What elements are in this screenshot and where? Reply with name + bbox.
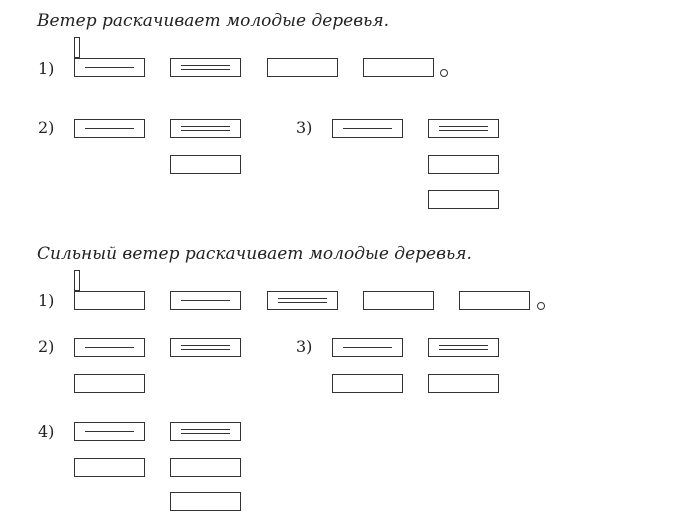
predicate-underline-top: [181, 429, 230, 430]
s2-scheme-1-box-5: [459, 291, 530, 310]
s1-scheme-1-box-subject: [74, 58, 145, 77]
s2-scheme-1-end-dot: [537, 302, 545, 310]
s1-scheme-1-start-marker: [74, 37, 80, 58]
s2-scheme-3-box-predicate: [428, 338, 499, 357]
s1-scheme-3-box-subject: [332, 119, 403, 138]
predicate-underline-bottom: [439, 130, 488, 131]
s1-scheme-3-box-3: [428, 155, 499, 174]
predicate-underline-bottom: [181, 433, 230, 434]
s2-scheme-4-box-predicate: [170, 422, 241, 441]
s1-scheme-3-box-4: [428, 190, 499, 209]
s2-scheme-3-box-3: [332, 374, 403, 393]
s1-scheme-1-box-3: [267, 58, 338, 77]
s1-scheme-3-box-predicate: [428, 119, 499, 138]
s2-scheme-1-box-1: [74, 291, 145, 310]
subject-underline: [343, 347, 392, 348]
s2-scheme-2-box-subject: [74, 338, 145, 357]
s2-scheme-4-label: 4): [38, 422, 55, 441]
s1-scheme-1-end-dot: [440, 69, 448, 77]
predicate-underline-bottom: [181, 130, 230, 131]
s1-scheme-2-box-3: [170, 155, 241, 174]
s2-scheme-1-box-subject: [170, 291, 241, 310]
subject-underline: [85, 128, 134, 129]
s1-scheme-2-label: 2): [38, 118, 55, 137]
s2-scheme-3-label: 3): [296, 337, 313, 356]
s2-scheme-1-box-predicate: [267, 291, 338, 310]
subject-underline: [85, 347, 134, 348]
s2-scheme-4-box-5: [170, 492, 241, 511]
predicate-underline-top: [181, 126, 230, 127]
subject-underline: [343, 128, 392, 129]
predicate-underline-bottom: [278, 302, 327, 303]
s2-scheme-3-box-4: [428, 374, 499, 393]
predicate-underline-bottom: [181, 349, 230, 350]
predicate-underline-top: [439, 126, 488, 127]
predicate-underline-top: [439, 345, 488, 346]
subject-underline: [85, 431, 134, 432]
s1-scheme-1-box-4: [363, 58, 434, 77]
s1-scheme-1-label: 1): [38, 59, 55, 78]
sentence-1-heading: Ветер раскачивает молодые деревья.: [37, 11, 390, 31]
s2-scheme-2-box-3: [74, 374, 145, 393]
s2-scheme-2-label: 2): [38, 337, 55, 356]
predicate-underline-bottom: [439, 349, 488, 350]
s2-scheme-4-box-4: [170, 458, 241, 477]
s2-scheme-1-label: 1): [38, 291, 55, 310]
s2-scheme-4-box-subject: [74, 422, 145, 441]
predicate-underline-top: [278, 298, 327, 299]
s2-scheme-3-box-subject: [332, 338, 403, 357]
s2-scheme-1-start-marker: [74, 270, 80, 291]
subject-underline: [181, 300, 230, 301]
predicate-underline-bottom: [181, 69, 230, 70]
s1-scheme-2-box-subject: [74, 119, 145, 138]
s2-scheme-2-box-predicate: [170, 338, 241, 357]
sentence-2-heading: Сильный ветер раскачивает молодые деревья.: [37, 244, 472, 264]
s1-scheme-2-box-predicate: [170, 119, 241, 138]
s2-scheme-1-box-4: [363, 291, 434, 310]
s2-scheme-4-box-3: [74, 458, 145, 477]
predicate-underline-top: [181, 65, 230, 66]
subject-underline: [85, 67, 134, 68]
s1-scheme-3-label: 3): [296, 118, 313, 137]
predicate-underline-top: [181, 345, 230, 346]
s1-scheme-1-box-predicate: [170, 58, 241, 77]
